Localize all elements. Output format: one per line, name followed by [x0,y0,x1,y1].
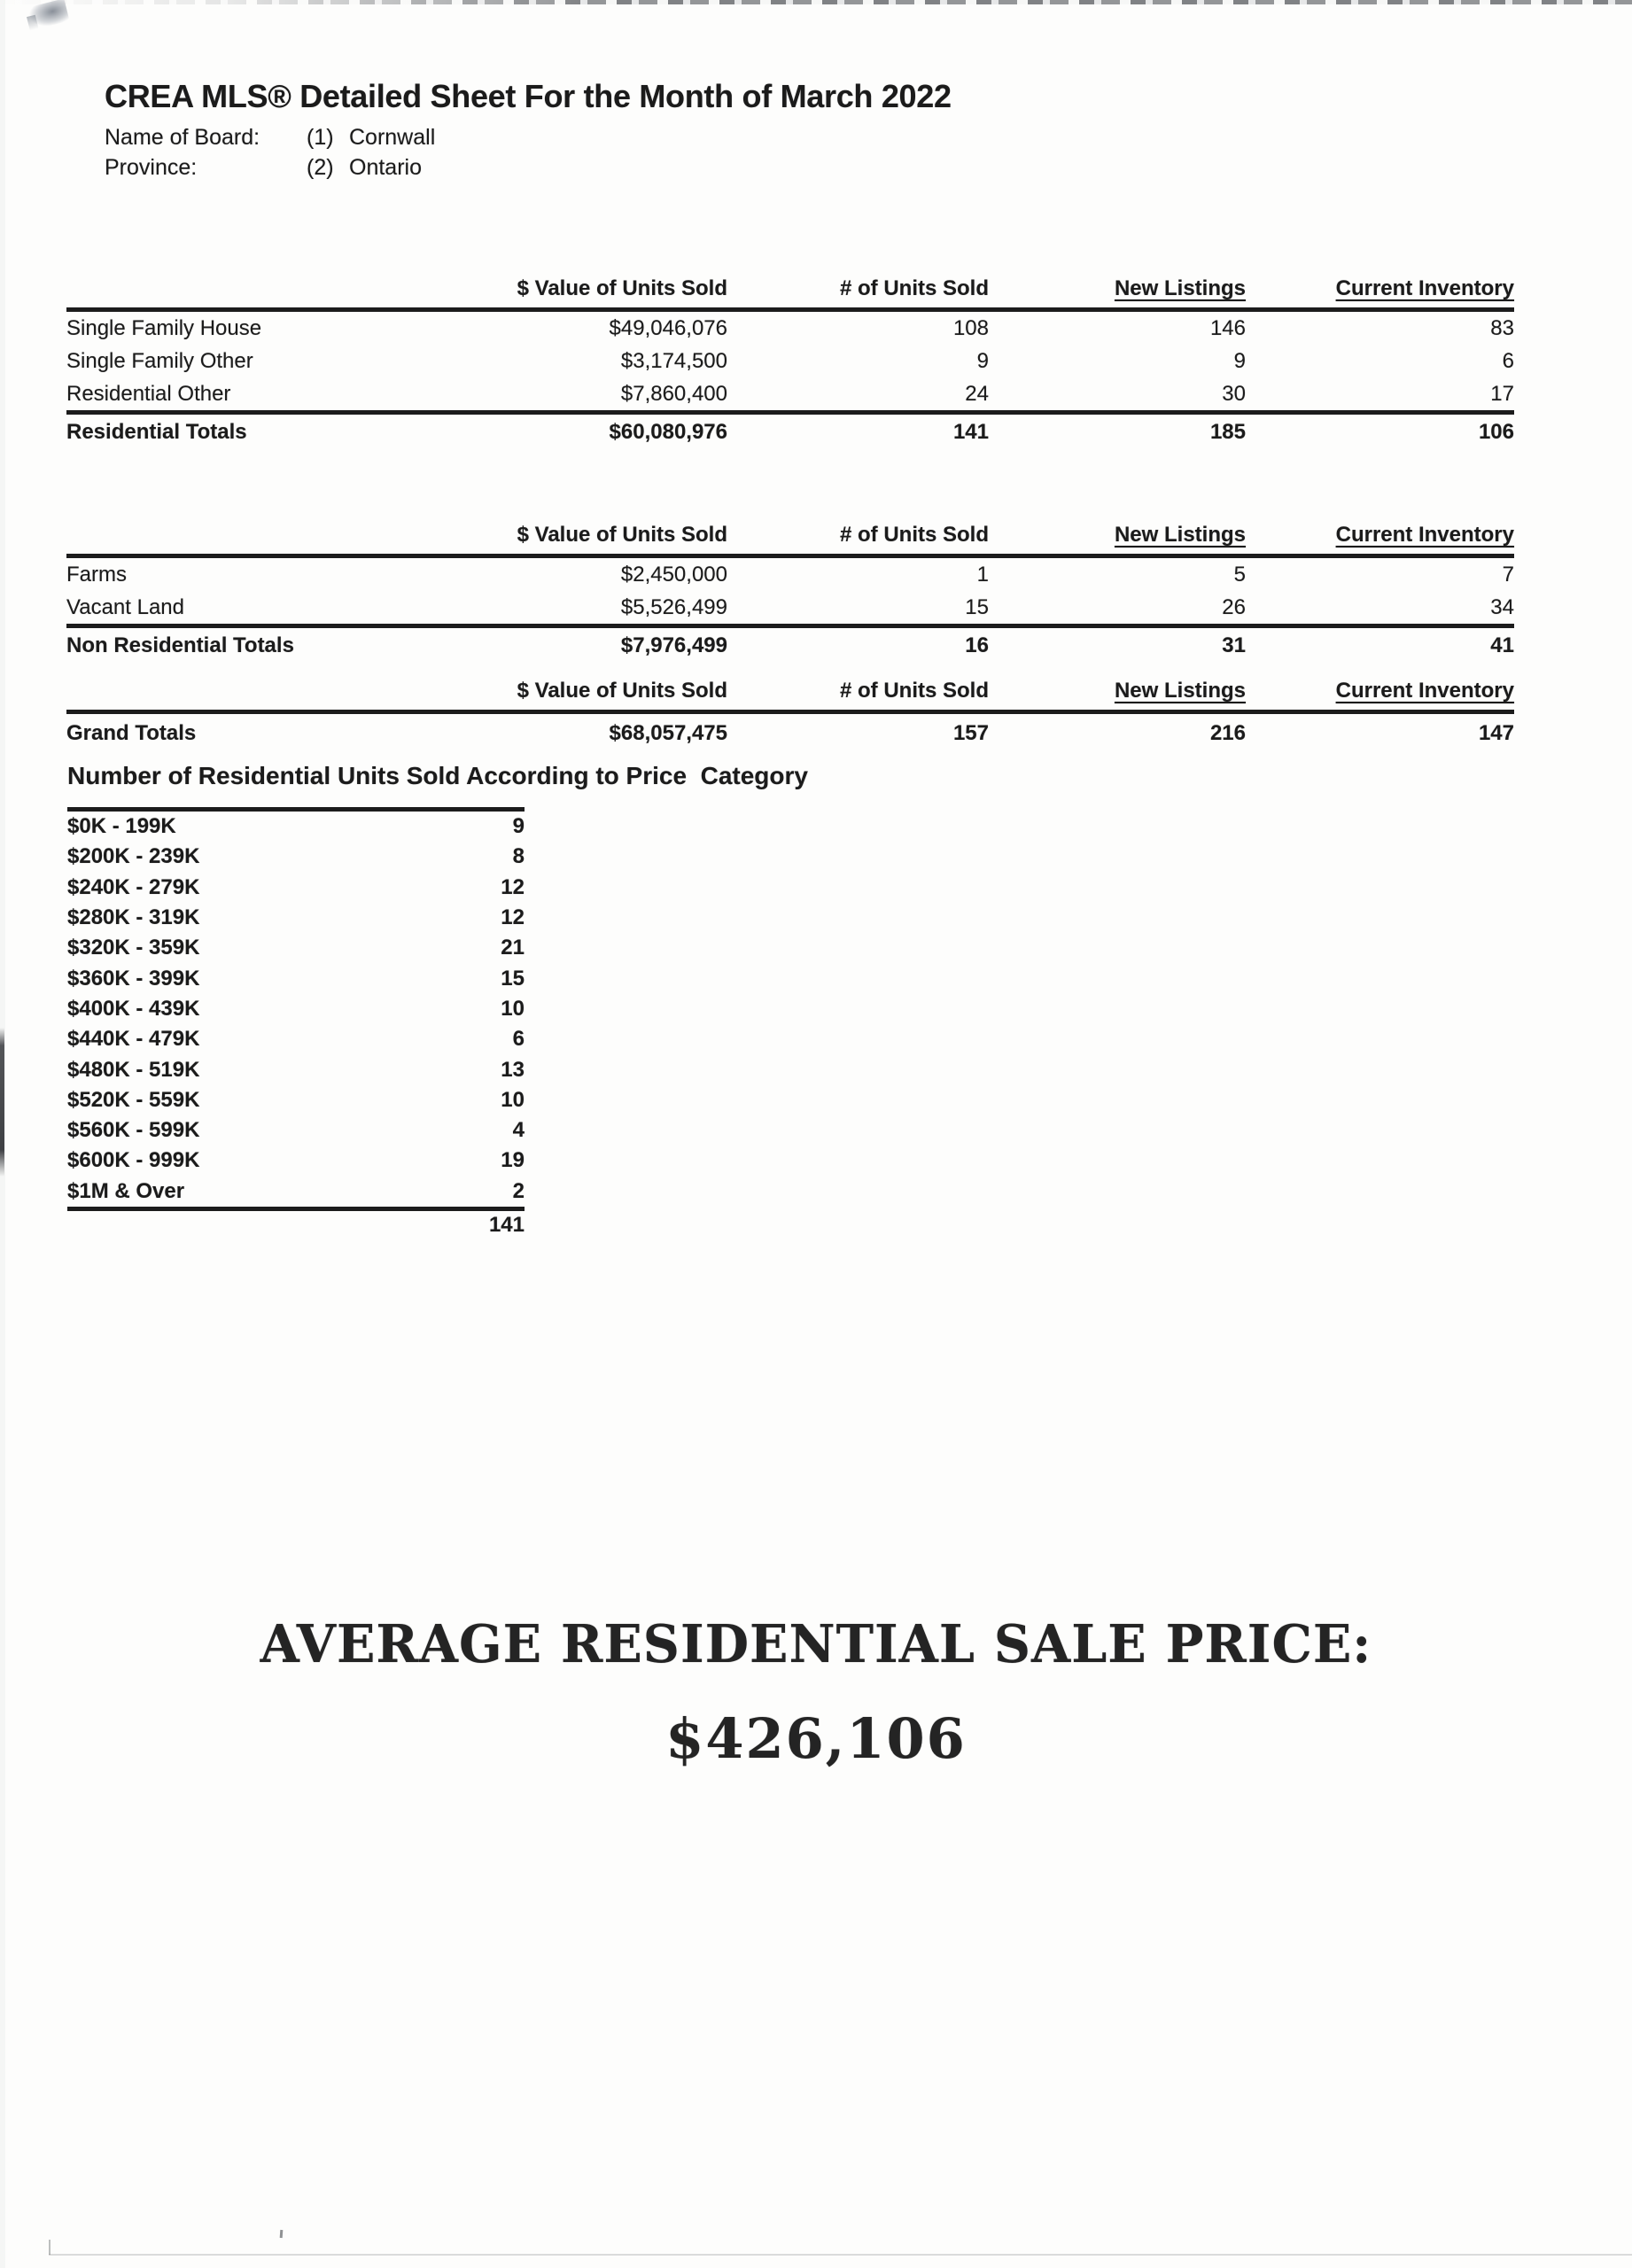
cell-value-sold: $7,976,499 [620,633,727,657]
col-header-units-sold: # of Units Sold [840,276,989,300]
cell-current-inventory: 106 [1478,419,1514,444]
non-residential-totals-row [66,624,1514,663]
price-range-label: $240K - 279K [67,874,200,899]
scan-bottom-tick-artifact [49,2240,51,2255]
price-total-row [67,1211,525,1239]
price-row [67,1024,525,1054]
board-name-value: Cornwall [349,125,436,150]
price-total-count: 141 [488,1212,525,1237]
price-category-heading: Number of Residential Units Sold According to Price Category [67,762,808,789]
cell-units-sold: 24 [965,381,989,406]
price-category-table [67,807,525,1239]
residential-table [66,276,1514,449]
non-residential-table [66,523,1514,663]
cell-current-inventory: 7 [1502,562,1514,586]
cell-units-sold: 108 [952,315,989,340]
board-info-block [105,122,435,183]
price-row [67,903,525,933]
residential-totals-row [66,410,1514,449]
scan-speck-artifact [280,2230,284,2238]
province-number: (2) [307,155,334,180]
price-range-label: $360K - 399K [67,966,200,990]
table-row [66,591,1514,624]
cell-new-listings: 185 [1209,419,1246,444]
cell-new-listings: 5 [1233,562,1246,586]
price-range-count: 21 [501,936,525,960]
cell-current-inventory: 41 [1490,633,1514,657]
cell-value-sold: $68,057,475 [609,721,727,745]
price-range-count: 12 [501,874,525,899]
empty-header-cell [66,276,368,301]
cell-new-listings: 30 [1222,381,1246,406]
cell-value-sold: $2,450,000 [620,562,727,586]
empty-header-cell [66,523,368,548]
province-row [105,152,435,183]
row-label: Single Family Other [66,348,253,373]
price-row [67,994,525,1024]
price-range-label: $200K - 239K [67,844,200,869]
cell-new-listings: 31 [1222,633,1246,657]
residential-table-header [66,276,1514,312]
price-range-label: $280K - 319K [67,905,200,930]
cell-units-sold: 1 [976,562,989,586]
document-title: CREA MLS® Detailed Sheet For the Month of March 2022 [105,78,952,114]
province-label: Province: [105,155,198,180]
cell-new-listings: 26 [1222,594,1246,619]
col-header-new-listings: New Listings [1114,276,1246,300]
price-range-label: $560K - 599K [67,1118,200,1143]
table-row [66,377,1514,410]
price-range-count: 15 [501,966,525,990]
cell-units-sold: 157 [952,721,989,745]
price-range-count: 13 [501,1057,525,1082]
price-range-label: $440K - 479K [67,1027,200,1052]
price-row [67,1115,525,1146]
price-range-count: 2 [512,1178,525,1203]
col-header-current-inventory: Current Inventory [1335,679,1514,703]
scan-edge-artifact [0,0,1632,4]
price-row [67,1054,525,1084]
price-row [67,812,525,842]
cell-new-listings: 9 [1233,348,1246,373]
cell-value-sold: $49,046,076 [609,315,727,340]
board-name-number: (1) [307,125,334,150]
cell-current-inventory: 6 [1502,348,1514,373]
cell-value-sold: $3,174,500 [620,348,727,373]
row-label: Grand Totals [66,721,197,745]
col-header-new-listings: New Listings [1114,523,1246,547]
price-range-count: 19 [501,1148,525,1173]
price-row [67,873,525,903]
scan-left-mark-artifact [0,1028,4,1177]
row-label: Farms [66,562,127,586]
price-row [67,1177,525,1207]
non-residential-table-header [66,523,1514,558]
cell-new-listings: 146 [1209,315,1246,340]
price-range-label: $320K - 359K [67,936,200,960]
col-header-current-inventory: Current Inventory [1335,276,1514,300]
row-label: Residential Totals [66,419,247,444]
col-header-units-sold: # of Units Sold [840,523,989,547]
col-header-value-of-units-sold: $ Value of Units Sold [517,523,727,547]
price-range-label: $1M & Over [67,1178,185,1203]
price-range-label: $400K - 439K [67,996,200,1021]
cell-units-sold: 16 [965,633,989,657]
cell-value-sold: $60,080,976 [609,419,727,444]
price-category-body [67,812,525,1211]
price-row [67,842,525,872]
cell-current-inventory: 83 [1490,315,1514,340]
cell-current-inventory: 34 [1490,594,1514,619]
price-range-count: 8 [512,844,525,869]
table-row [66,558,1514,591]
table-row [66,345,1514,377]
price-range-label: $520K - 559K [67,1087,200,1112]
col-header-value-of-units-sold: $ Value of Units Sold [517,679,727,703]
price-row [67,1085,525,1115]
price-row [67,933,525,963]
average-sale-price-heading: AVERAGE RESIDENTIAL SALE PRICE: [260,1612,1372,1675]
row-label: Vacant Land [66,594,184,619]
cell-units-sold: 141 [952,419,989,444]
col-header-new-listings: New Listings [1114,679,1246,703]
price-range-label: $600K - 999K [67,1148,200,1173]
cell-value-sold: $7,860,400 [620,381,727,406]
price-range-count: 10 [501,1087,525,1112]
grand-totals-table [66,679,1514,753]
price-range-count: 4 [512,1118,525,1143]
province-value: Ontario [349,155,422,180]
price-range-count: 12 [501,905,525,930]
board-name-label: Name of Board: [105,125,260,150]
cell-current-inventory: 17 [1490,381,1514,406]
row-label: Single Family House [66,315,262,340]
price-range-label: $0K - 199K [67,814,176,839]
pencil-smudge-artifact [27,0,69,30]
average-sale-price-value: $426,106 [665,1706,967,1771]
cell-new-listings: 216 [1209,721,1246,745]
cell-current-inventory: 147 [1478,721,1514,745]
price-range-label: $480K - 519K [67,1057,200,1082]
col-header-current-inventory: Current Inventory [1335,523,1514,547]
cell-units-sold: 9 [976,348,989,373]
cell-units-sold: 15 [965,594,989,619]
cell-value-sold: $5,526,499 [620,594,727,619]
col-header-units-sold: # of Units Sold [840,679,989,703]
grand-totals-table-header [66,679,1514,714]
scan-bottom-line-artifact [49,2254,1632,2256]
grand-totals-row [66,714,1514,753]
row-label: Non Residential Totals [66,633,294,657]
price-range-count: 6 [512,1027,525,1052]
price-row [67,963,525,993]
price-range-count: 10 [501,996,525,1021]
row-label: Residential Other [66,381,231,406]
price-row [67,1146,525,1176]
table-row [66,312,1514,345]
col-header-value-of-units-sold: $ Value of Units Sold [517,276,727,300]
empty-header-cell [66,679,368,703]
price-range-count: 9 [512,814,525,839]
board-name-row [105,122,435,152]
